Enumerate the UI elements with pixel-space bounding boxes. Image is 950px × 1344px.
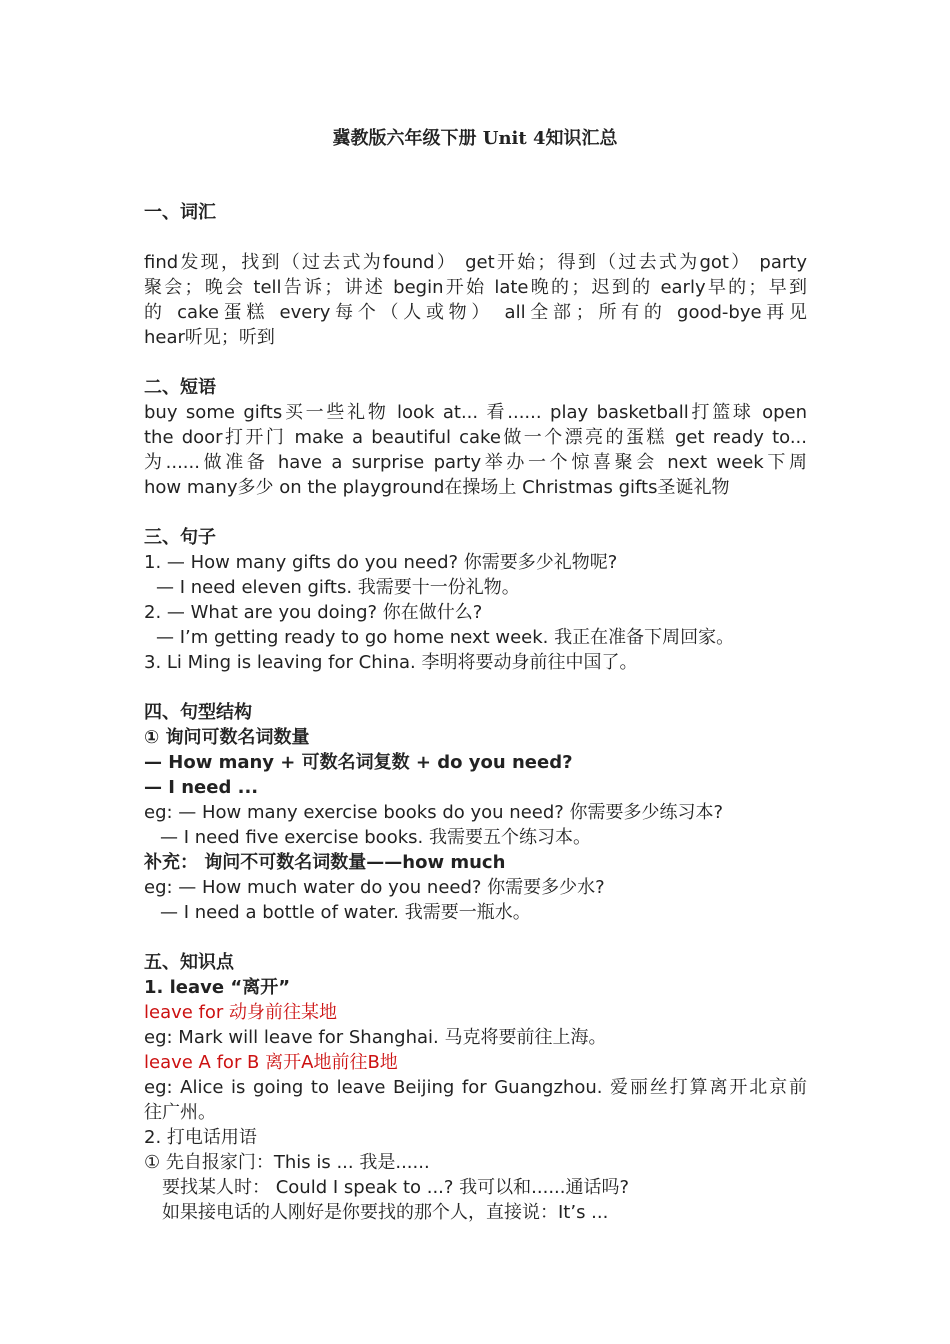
example-line: — I need a bottle of water. 我需要一瓶水。 [160,902,531,923]
phone-phrase-line: ① 先自报家门：This is ... 我是...... [144,1152,430,1173]
vocab-line: hear听见；听到 [144,327,275,348]
phone-phrase-line: 要找某人时： Could I speak to ...? 我可以和......通话吗? [162,1177,630,1198]
structure-subheading: ① 询问可数名词数量 [144,727,310,748]
sentence-line: — I need eleven gifts. 我需要十一份礼物。 [156,577,520,598]
supplement-note: 补充： 询问不可数名词数量——how much [144,852,506,873]
structure-pattern: — I need ... [144,777,259,798]
example-line: eg: — How many exercise books do you need? 你需要多少练习本? [144,802,724,823]
sentence-line: 3. Li Ming is leaving for China. 李明将要动身前往中国了。 [144,652,638,673]
sentence-line: 1. — How many gifts do you need? 你需要多少礼物呢? [144,552,618,573]
point-title: 1. leave “离开” [144,977,291,998]
phone-phrase-line: 如果接电话的人刚好是你要找的那个人，直接说：It’s ... [162,1202,609,1223]
section-heading-vocab: 一、词汇 [144,202,216,223]
structure-pattern: — How many + 可数名词复数 + do you need? [144,752,573,773]
vocab-line: find发现，找到（过去式为found） get开始；得到（过去式为got） party [144,252,807,273]
point-title: 2. 打电话用语 [144,1127,257,1148]
example-line: — I need five exercise books. 我需要五个练习本。 [160,827,591,848]
document-body [144,200,807,1225]
sentence-line: 2. — What are you doing? 你在做什么? [144,602,483,623]
highlight-phrase: leave for 动身前往某地 [144,1002,338,1023]
section-heading-sentences: 三、句子 [144,527,216,548]
vocab-line: 聚会；晚会 tell告诉；讲述 begin开始 late晚的；迟到的 early早的；早到 [144,277,807,298]
example-line: 往广州。 [144,1102,216,1123]
page-title: 冀教版六年级下册 Unit 4知识汇总 [332,128,618,149]
example-line: eg: Alice is going to leave Beijing for Guangzhou. 爱丽丝打算离开北京前 [144,1077,807,1098]
example-line: eg: Mark will leave for Shanghai. 马克将要前往上海。 [144,1027,607,1048]
highlight-phrase: leave A for B 离开A地前往B地 [144,1052,398,1073]
section-heading-phrases: 二、短语 [144,377,216,398]
section-heading-points: 五、知识点 [144,952,234,973]
section-heading-structures: 四、句型结构 [144,702,252,723]
sentence-line: — I’m getting ready to go home next week. 我正在准备下周回家。 [156,627,735,648]
phrase-line: 为......做准备 have a surprise party举办一个惊喜聚会 next week下周 [144,452,807,473]
phrase-line: buy some gifts买一些礼物 look at... 看...... play basketball打篮球 open [144,402,807,423]
phrase-line: how many多少 on the playground在操场上 Christmas gifts圣诞礼物 [144,477,730,498]
example-line: eg: — How much water do you need? 你需要多少水? [144,877,605,898]
vocab-line: 的 cake蛋糕 every每个（人或物） all全部；所有的 good-bye再见 [144,302,807,323]
phrase-line: the door打开门 make a beautiful cake做一个漂亮的蛋糕 get ready to... [144,427,807,448]
